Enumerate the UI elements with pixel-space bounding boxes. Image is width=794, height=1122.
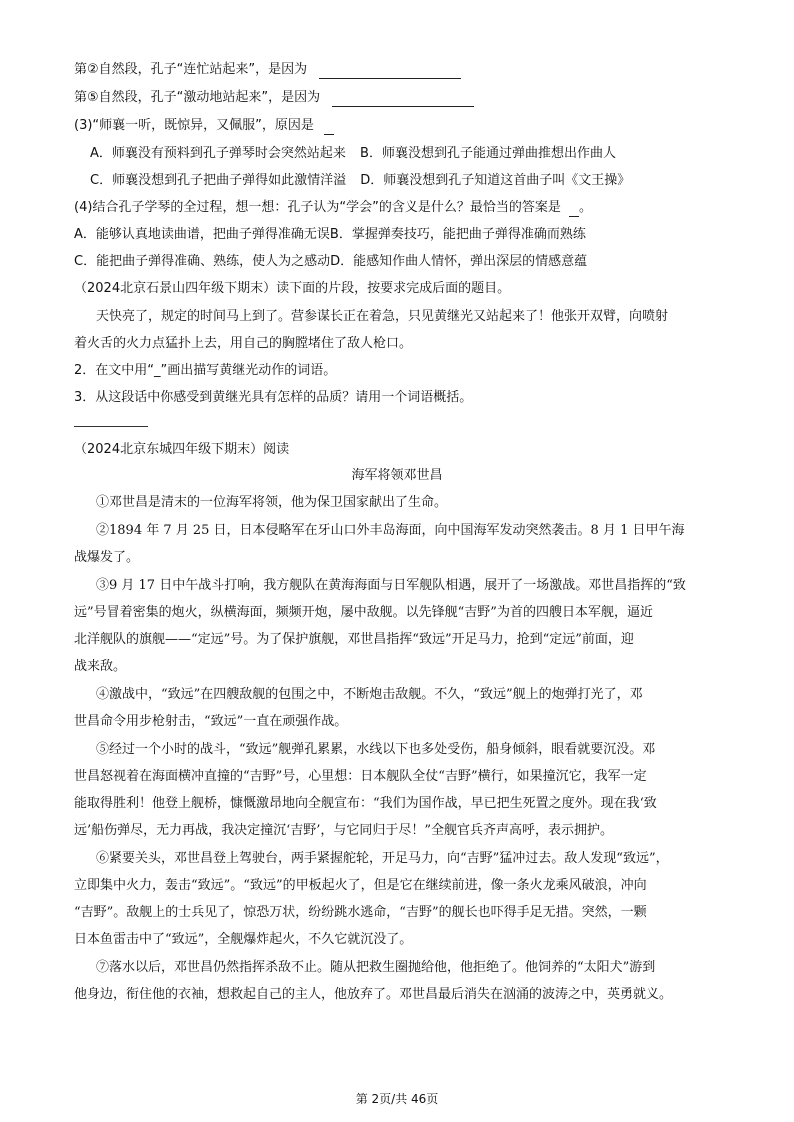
q4-stem-text: (4)结合孔子学琴的全过程，想一想：孔子认为“学会”的含义是什么？最恰当的答案是 xyxy=(74,200,561,215)
paragraph-7-line-1: ⑦落水以后，邓世昌仍然指挥杀敌不止。随从把救生圈抛给他，他拒绝了。他饲养的“太阳犬”游到 xyxy=(96,960,656,975)
q3-options-row-1 xyxy=(90,145,616,163)
paragraph-5-line-1: ⑤经过一个小时的战斗，“致远”舰弹孔累累，水线以下也多处受伤，船身倾斜，眼看就要沉没。邓 xyxy=(96,742,656,757)
huang-question-2: 2．在文中用“_”画出描写黄继光动作的词语。 xyxy=(74,363,337,378)
answer-blank[interactable] xyxy=(332,92,474,107)
answer-blank[interactable] xyxy=(319,64,461,79)
q4-options-row-1 xyxy=(74,226,586,244)
paragraph-4-line-2: 世昌命令用步枪射击，“致远”一直在顽强作战。 xyxy=(74,714,348,729)
answer-blank[interactable] xyxy=(569,202,579,217)
huang-paragraph-line-1: 天快亮了，规定的时间马上到了。营参谋长正在着急，只见黄继光又站起来了！他张开双臂，向喷射 xyxy=(96,309,669,324)
q4-stem-end: 。 xyxy=(579,200,593,215)
paragraph-5-line-2: 世昌怒视着在海面横冲直撞的“吉野”号，心里想：日本舰队全仗“吉野”横行，如果撞沉它，我军一定 xyxy=(74,769,647,784)
q4-options-row-2 xyxy=(74,253,587,271)
answer-blank[interactable] xyxy=(324,120,334,135)
paragraph-3-line-4: 战来敌。 xyxy=(74,659,127,674)
q2-line-1-text: 第②自然段，孔子“连忙站起来”，是因为 xyxy=(74,62,308,77)
section-divider xyxy=(74,426,148,427)
q3-option-b: B．师襄没想到孔子能通过弹曲推想出作曲人 xyxy=(360,146,616,161)
deng-section-intro: （2024北京东城四年级下期末）阅读 xyxy=(74,442,290,457)
paragraph-6-line-3: “吉野”。敌舰上的士兵见了，惊恐万状，纷纷跳水逃命，“吉野”的舰长也吓得手足无措。突然，一颗 xyxy=(74,905,647,920)
article-title: 海军将领邓世昌 xyxy=(351,468,443,483)
q2-line-2-text: 第⑤自然段，孔子“激动地站起来”，是因为 xyxy=(74,90,321,105)
paragraph-6-line-4: 日本鱼雷击中了“致远”，全舰爆炸起火，不久它就沉没了。 xyxy=(74,932,413,947)
q3-stem xyxy=(74,117,334,135)
paragraph-5-line-3: 能取得胜利！他登上舰桥，慷慨激昂地向全舰宣布：“我们为国作战，早已把生死置之度外。现在我‘致 xyxy=(74,796,657,811)
q3-option-d: D．师襄没想到孔子知道这首曲子叫《文王操》 xyxy=(360,173,631,188)
q4-option-b: B．掌握弹奏技巧，能把曲子弹得准确而熟练 xyxy=(329,227,586,242)
q4-option-c: C．能把曲子弹得准确、熟练，使人为之感动 xyxy=(74,254,331,269)
paragraph-7-line-2: 他身边，衔住他的衣袖，想救起自己的主人，他放弃了。邓世昌最后消失在汹涌的波涛之中，英勇就义。 xyxy=(74,987,673,1002)
q3-stem-text: (3)“师襄一听，既惊异，又佩服”，原因是 xyxy=(74,118,314,133)
q3-options-row-2 xyxy=(90,172,630,190)
paragraph-2-line-2: 战爆发了。 xyxy=(74,550,140,565)
page-number: 第 2页/共 46页 xyxy=(355,1092,439,1106)
q4-option-d: D．能感知作曲人情怀，弹出深层的情感意蕴 xyxy=(330,254,588,269)
q4-option-a: A．能够认真地读曲谱，把曲子弹得准确无误 xyxy=(74,227,330,242)
paragraph-6-line-2: 立即集中火力，轰击“致远”。“致远”的甲板起火了，但是它在继续前进，像一条火龙乘风破浪，冲向 xyxy=(74,878,647,893)
paragraph-5-line-4: 远’船伤弹尽，无力再战，我决定撞沉‘吉野’，与它同归于尽！”全舰官兵齐声高呼，表示拥护。 xyxy=(74,823,614,838)
paragraph-3-line-3: 北洋舰队的旗舰——“定远”号。为了保护旗舰，邓世昌指挥“致远”开足马力，抢到“定远”前面，迎 xyxy=(74,632,634,647)
q2-line-1 xyxy=(74,61,461,79)
paragraph-3-line-1: ③9 月 17 日中午战斗打响，我方舰队在黄海海面与日军舰队相遇，展开了一场激战。邓世昌指挥的“致 xyxy=(96,578,686,593)
paragraph-3-line-2: 远”号冒着密集的炮火，纵横海面，频频开炮，屡中敌舰。以先锋舰“吉野”为首的四艘日本军舰，逼近 xyxy=(74,605,653,620)
huang-section-intro: （2024北京石景山四年级下期末）读下面的片段，按要求完成后面的题目。 xyxy=(74,281,511,296)
paragraph-2-line-1: ②1894 年 7 月 25 日，日本侵略军在牙山口外丰岛海面，向中国海军发动突然袭击。8 月 1 日甲午海 xyxy=(96,523,685,538)
q3-option-a: A．师襄没有预料到孔子弹琴时会突然站起来 xyxy=(90,146,346,161)
huang-question-3: 3．从这段话中你感受到黄继光具有怎样的品质？请用一个词语概括。 xyxy=(74,390,473,405)
q3-option-c: C．师襄没想到孔子把曲子弹得如此激情洋溢 xyxy=(90,173,347,188)
q4-stem xyxy=(74,199,592,217)
huang-paragraph-line-2: 着火舌的火力点猛扑上去，用自己的胸膛堵住了敌人枪口。 xyxy=(74,336,413,351)
paragraph-4-line-1: ④激战中，“致远”在四艘敌舰的包围之中，不断炮击敌舰。不久，“致远”舰上的炮弹打光了，邓 xyxy=(96,687,643,702)
q2-line-2 xyxy=(74,89,474,107)
paragraph-6-line-1: ⑥紧要关头，邓世昌登上驾驶台，两手紧握舵轮，开足马力，向“吉野”猛冲过去。敌人发现“致远”， xyxy=(96,851,669,866)
paragraph-1: ①邓世昌是清末的一位海军将领，他为保卫国家献出了生命。 xyxy=(96,495,448,510)
